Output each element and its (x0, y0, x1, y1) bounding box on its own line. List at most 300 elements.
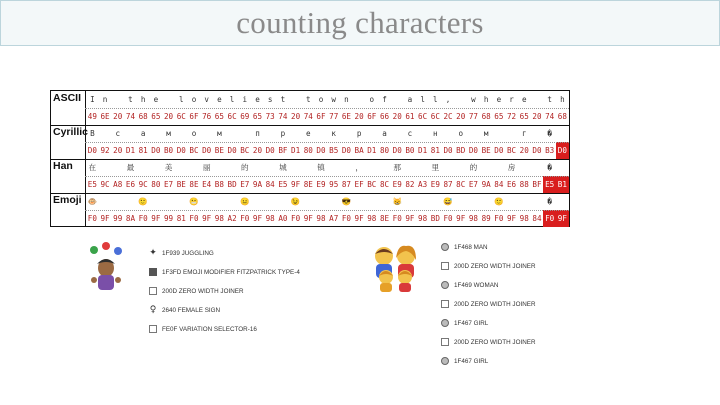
hex-byte-cell: F0 (494, 214, 504, 223)
hex-byte-cell: BD (227, 180, 237, 189)
hex-byte-cell: 6C (418, 112, 428, 121)
characters-row (85, 159, 569, 176)
row-label: Emoji (53, 194, 82, 206)
character-cell (327, 159, 340, 176)
character-cell (556, 193, 569, 210)
hex-byte-cell: E4 (202, 180, 212, 189)
hex-byte-cell: A2 (227, 214, 237, 223)
hex-byte-cell: E9 (316, 180, 326, 189)
title-bar (0, 0, 720, 46)
character-cell: f (382, 95, 387, 104)
code-point-item (440, 316, 488, 330)
character-cell: e (496, 95, 502, 104)
character-cell (302, 193, 315, 210)
hex-byte-cell: 20 (252, 146, 263, 155)
character-cell (493, 159, 506, 176)
hex-byte-cell: D0 (494, 146, 504, 155)
hex-byte-cell: 20 (354, 112, 364, 121)
hex-byte-cell: B1 (556, 176, 569, 193)
hex-byte-cell: F0 (240, 214, 250, 223)
hex-byte-cell: 9F (405, 214, 415, 223)
hex-byte-cell: 87 (341, 180, 351, 189)
character-cell (480, 193, 493, 210)
page-title: counting characters (236, 5, 484, 40)
code-point-label: 1F467 GIRL (454, 357, 489, 365)
row-label: Cyrillic (53, 126, 89, 138)
hex-byte-cell: BC (189, 146, 199, 155)
character-cell: 😸 (392, 197, 402, 206)
code-point-label: 200D ZERO WIDTH JOINER (162, 287, 244, 295)
hex-byte-cell: BE (481, 146, 491, 155)
girl-face-icon (440, 356, 450, 366)
character-cell: e (153, 95, 159, 104)
row-divider (85, 108, 569, 109)
character-cell: a (407, 95, 413, 104)
hex-byte-cell: 73 (265, 112, 275, 121)
character-cell (251, 159, 264, 176)
character-cell: а (382, 129, 387, 138)
character-cell: 丽 (202, 163, 211, 172)
hex-byte-cell: 74 (303, 112, 313, 121)
character-cell (556, 159, 569, 176)
hex-byte-cell: 99 (163, 214, 174, 223)
character-cell (467, 193, 480, 210)
hex-byte-cell: EF (354, 180, 364, 189)
hex-byte-cell: 84 (532, 214, 542, 223)
hex-byte-cell: D1 (367, 146, 377, 155)
hex-byte-cell: D0 (556, 142, 569, 159)
hex-byte-cell: 65 (214, 112, 224, 121)
hex-byte-cell: 6F (367, 112, 377, 121)
hex-byte-cell: 66 (379, 112, 390, 121)
man-face-icon (440, 242, 450, 252)
hex-byte-cell: 95 (329, 180, 339, 189)
character-cell: w (471, 95, 476, 104)
character-cell (99, 159, 112, 176)
hex-byte-cell: E7 (468, 180, 479, 189)
character-cell: 😉 (290, 197, 301, 206)
hex-byte-cell: 98 (367, 214, 377, 223)
hex-byte-cell: D0 (443, 146, 453, 155)
hex-byte-cell: 87 (443, 180, 453, 189)
character-cell: l (178, 95, 184, 104)
hex-byte-cell: 20 (113, 146, 123, 155)
hex-byte-cell: D0 (392, 146, 402, 155)
character-cell (200, 125, 213, 142)
hex-byte-cell: F0 (87, 214, 97, 223)
hex-byte-cell: F0 (392, 214, 402, 223)
character-cell: г (521, 129, 527, 138)
character-cell: 房 (507, 163, 516, 172)
character-cell: e (217, 95, 222, 104)
character-cell (251, 193, 264, 210)
character-cell (302, 159, 315, 176)
hex-byte-cell: 9F (456, 214, 466, 223)
character-cell (378, 193, 391, 210)
hex-byte-cell: E7 (163, 180, 174, 189)
character-cell: n (344, 95, 349, 104)
character-cell: 那 (393, 163, 402, 172)
character-cell: е (306, 129, 311, 138)
hex-byte-cell: BD (456, 146, 466, 155)
character-cell: р (280, 129, 286, 138)
hex-byte-cell: D0 (265, 146, 275, 155)
character-cell (238, 125, 251, 142)
character-cell: 镇 (317, 163, 325, 172)
skin-tone-swatch-icon (148, 267, 158, 277)
character-cell: e (255, 95, 260, 104)
code-point-item (148, 322, 257, 336)
character-cell: 🙂 (494, 197, 504, 206)
character-cell (518, 193, 531, 210)
hex-byte-cell: E9 (392, 180, 402, 189)
hex-byte-cell: BF (532, 180, 542, 189)
code-point-item (148, 303, 220, 317)
character-cell: 😅 (443, 197, 453, 206)
character-cell (531, 91, 544, 108)
hex-byte-cell: F0 (138, 214, 148, 223)
character-cell: t (547, 95, 552, 104)
character-cell: п (255, 129, 260, 138)
code-point-item (440, 240, 488, 254)
hex-byte-cell: 92 (100, 146, 110, 155)
hex-byte-cell: 9F (556, 210, 569, 227)
character-cell (505, 125, 518, 142)
hex-byte-cell: 20 (456, 112, 466, 121)
hex-byte-cell: E6 (125, 180, 136, 189)
hex-byte-cell: D0 (341, 146, 351, 155)
character-cell: 美 (164, 163, 173, 172)
character-cell (162, 91, 175, 108)
hex-byte-cell: D1 (125, 146, 136, 155)
code-point-label: 200D ZERO WIDTH JOINER (454, 262, 536, 270)
family-emoji-icon (368, 244, 424, 292)
character-cell: 🙂 (138, 197, 148, 206)
character-cell: с (115, 129, 121, 138)
hex-byte-cell: 9C (138, 180, 148, 189)
character-cell: к (331, 129, 336, 138)
hex-byte-cell: B0 (405, 146, 415, 155)
hex-byte-cell: 84 (265, 180, 275, 189)
character-cell (111, 193, 124, 210)
character-cell: v (204, 95, 209, 104)
hex-byte-cell: E5 (87, 180, 97, 189)
hex-byte-cell: D0 (151, 146, 161, 155)
code-point-item (148, 265, 300, 279)
hex-byte-cell: D0 (468, 146, 479, 155)
character-cell (454, 193, 467, 210)
character-cell (365, 193, 378, 210)
code-point-item (440, 354, 488, 368)
hex-byte-cell: 74 (278, 112, 288, 121)
character-cell (277, 193, 290, 210)
hex-byte-cell: 77 (468, 112, 479, 121)
character-cell (150, 159, 163, 176)
character-cell (416, 193, 429, 210)
character-cell: l (229, 95, 235, 104)
hex-bytes-row (85, 176, 569, 193)
character-cell: , (445, 95, 451, 104)
character-cell: w (331, 95, 336, 104)
code-point-item (148, 246, 214, 260)
hex-byte-cell: 99 (113, 214, 123, 223)
character-cell (365, 159, 378, 176)
character-cell (175, 125, 188, 142)
character-cell: I (90, 95, 95, 104)
character-cell (124, 125, 137, 142)
character-cell: о (458, 129, 464, 138)
character-cell: i (242, 95, 248, 104)
hex-byte-cell: E9 (430, 180, 440, 189)
hex-byte-cell: E7 (240, 180, 250, 189)
hex-byte-cell: 81 (138, 146, 148, 155)
hex-byte-cell: 6C (430, 112, 440, 121)
hex-byte-cell: 84 (494, 180, 504, 189)
code-point-item (440, 335, 536, 349)
character-cell (480, 159, 493, 176)
row-divider (85, 176, 569, 177)
character-cell: 在 (88, 163, 97, 172)
hex-byte-cell: F0 (341, 214, 351, 223)
character-cell: � (547, 197, 552, 206)
hex-byte-cell: F0 (543, 210, 556, 227)
hex-byte-cell: A7 (329, 214, 339, 223)
character-cell (404, 159, 417, 176)
hex-byte-cell: 6C (227, 112, 237, 121)
character-cell: s (267, 95, 273, 104)
hex-byte-cell: 88 (519, 180, 529, 189)
zwj-box-icon (148, 286, 158, 296)
character-cell: 的 (469, 163, 478, 172)
character-cell (518, 159, 531, 176)
character-cell: t (128, 95, 133, 104)
hex-byte-cell: BC (240, 146, 250, 155)
row-label: Han (53, 160, 73, 172)
hex-byte-cell: F0 (189, 214, 199, 223)
hex-byte-cell: D0 (316, 146, 326, 155)
character-cell: r (509, 95, 514, 104)
character-cell (99, 193, 112, 210)
hex-byte-cell: 20 (392, 112, 402, 121)
hex-bytes-row (85, 210, 569, 227)
hex-byte-cell: BE (214, 146, 224, 155)
character-cell (226, 125, 239, 142)
character-cell (111, 159, 124, 176)
character-cell (289, 159, 302, 176)
hex-byte-cell: 20 (113, 112, 123, 121)
variation-selector-box-icon (148, 324, 158, 334)
code-point-label: 1F3FD EMOJI MODIFIER FITZPATRICK TYPE-4 (162, 268, 300, 276)
hex-byte-cell: 69 (240, 112, 250, 121)
hex-byte-cell: 74 (545, 112, 555, 121)
hex-byte-cell: 6E (100, 112, 110, 121)
hex-byte-cell: 20 (519, 146, 529, 155)
character-cell: t (280, 95, 286, 104)
character-cell (404, 193, 417, 210)
hex-byte-cell: 49 (87, 112, 97, 121)
juggler-emoji-icon (86, 242, 126, 292)
character-cell (289, 125, 302, 142)
juggling-glyph-icon: ✦ (149, 248, 157, 258)
hex-byte-cell: E5 (543, 176, 556, 193)
hex-byte-cell: 9F (291, 180, 301, 189)
character-cell: o (191, 95, 197, 104)
hex-bytes-row (85, 142, 569, 159)
character-cell (467, 125, 480, 142)
character-cell (416, 159, 429, 176)
code-point-label: 1F469 WOMAN (454, 281, 499, 289)
zwj-box-icon (440, 299, 450, 309)
character-cell: 😐 (240, 197, 250, 206)
row-label: ASCII (53, 92, 82, 104)
hex-byte-cell: 8E (189, 180, 199, 189)
hex-byte-cell: 98 (418, 214, 428, 223)
character-cell (150, 193, 163, 210)
hex-byte-cell: D1 (418, 146, 428, 155)
character-cell: h (560, 95, 565, 104)
hex-byte-cell: 68 (557, 112, 567, 121)
code-point-label: 200D ZERO WIDTH JOINER (454, 300, 536, 308)
juggler-sequence-list (148, 246, 348, 346)
hex-byte-cell: D1 (291, 146, 301, 155)
hex-byte-cell: A3 (418, 180, 428, 189)
woman-face-icon (440, 280, 450, 290)
hex-byte-cell: 6E (341, 112, 351, 121)
character-cell (493, 125, 506, 142)
hex-byte-cell: 8E (303, 180, 313, 189)
character-cell: В (90, 129, 95, 138)
character-cell (531, 159, 544, 176)
character-cell (365, 125, 378, 142)
character-cell (315, 125, 328, 142)
character-cell (556, 125, 569, 142)
character-cell (340, 159, 353, 176)
hex-byte-cell: BD (430, 214, 440, 223)
hex-byte-cell: 81 (430, 146, 440, 155)
code-point-label: 200D ZERO WIDTH JOINER (454, 338, 536, 346)
hex-byte-cell: 81 (176, 214, 186, 223)
hex-byte-cell: A8 (113, 180, 123, 189)
hex-byte-cell: 6F (316, 112, 326, 121)
character-cell: t (306, 95, 311, 104)
hex-byte-cell: 82 (405, 180, 415, 189)
hex-byte-cell: 65 (151, 112, 161, 121)
character-cell (162, 193, 175, 210)
character-cell (353, 193, 366, 210)
hex-byte-cell: 68 (138, 112, 148, 121)
hex-byte-cell: 9A (481, 180, 491, 189)
code-point-item (440, 259, 536, 273)
code-point-label: 1F467 GIRL (454, 319, 489, 327)
hex-byte-cell: 77 (329, 112, 339, 121)
hex-byte-cell: 76 (202, 112, 212, 121)
hex-bytes-row (85, 108, 569, 125)
code-point-label: 1F939 JUGGLING (162, 249, 214, 257)
hex-byte-cell: 74 (125, 112, 136, 121)
hex-byte-cell: 68 (481, 112, 491, 121)
character-cell: м (166, 129, 171, 138)
character-cell (454, 91, 467, 108)
character-cell: 城 (279, 163, 287, 172)
hex-byte-cell: F0 (443, 214, 453, 223)
character-cell: 🐵 (87, 197, 98, 206)
girl-face-icon (440, 318, 450, 328)
hex-byte-cell: 80 (303, 146, 313, 155)
character-cell: а (140, 129, 146, 138)
hex-byte-cell: E5 (278, 180, 288, 189)
hex-byte-cell: 98 (316, 214, 326, 223)
character-cell (264, 125, 277, 142)
hex-byte-cell: 98 (468, 214, 479, 223)
female-sign-icon: ♀ (149, 305, 157, 315)
character-cell: м (217, 129, 222, 138)
character-cell (137, 159, 150, 176)
character-cell (340, 125, 353, 142)
hex-byte-cell: 65 (494, 112, 504, 121)
hex-byte-cell: 20 (532, 112, 542, 121)
character-cell: � (547, 163, 552, 172)
hex-byte-cell: E6 (506, 180, 517, 189)
character-cell (416, 125, 429, 142)
hex-byte-cell: BC (506, 146, 517, 155)
hex-byte-cell: 80 (379, 146, 390, 155)
hex-byte-cell: BA (354, 146, 364, 155)
character-cell (226, 193, 239, 210)
hex-byte-cell: 6C (176, 112, 186, 121)
character-cell (226, 159, 239, 176)
hex-byte-cell: 9F (506, 214, 517, 223)
code-point-label: 1F468 MAN (454, 243, 488, 251)
hex-byte-cell: 8A (125, 214, 136, 223)
hex-byte-cell: BE (176, 180, 186, 189)
hex-byte-cell: BF (278, 146, 288, 155)
hex-byte-cell: D0 (176, 146, 186, 155)
code-point-item (440, 278, 498, 292)
character-cell: р (356, 129, 362, 138)
character-cell (213, 193, 226, 210)
character-cell (264, 193, 277, 210)
hex-byte-cell: 89 (481, 214, 491, 223)
encoding-table (50, 90, 570, 227)
code-point-label: 2640 FEMALE SIGN (162, 306, 221, 314)
hex-byte-cell: D0 (227, 146, 237, 155)
hex-byte-cell: 65 (252, 112, 263, 121)
character-cell (353, 91, 366, 108)
character-cell (429, 193, 442, 210)
hex-byte-cell: 65 (519, 112, 529, 121)
hex-byte-cell: 72 (506, 112, 517, 121)
character-cell (264, 159, 277, 176)
character-cell (391, 91, 404, 108)
character-cell: с (407, 129, 413, 138)
hex-byte-cell: 9A (252, 180, 263, 189)
hex-byte-cell: B3 (545, 146, 555, 155)
hex-byte-cell: B5 (329, 146, 339, 155)
character-cell (175, 159, 188, 176)
character-cell (531, 193, 544, 210)
character-cell: 里 (431, 163, 440, 172)
character-cell (442, 125, 455, 142)
character-cell (378, 159, 391, 176)
characters-row (85, 193, 569, 210)
code-point-item (440, 297, 536, 311)
hex-byte-cell: 6F (189, 112, 199, 121)
characters-row (85, 125, 569, 142)
hex-byte-cell: 61 (405, 112, 415, 121)
hex-byte-cell: 9F (303, 214, 313, 223)
character-cell (327, 193, 340, 210)
hex-byte-cell: 20 (163, 112, 174, 121)
